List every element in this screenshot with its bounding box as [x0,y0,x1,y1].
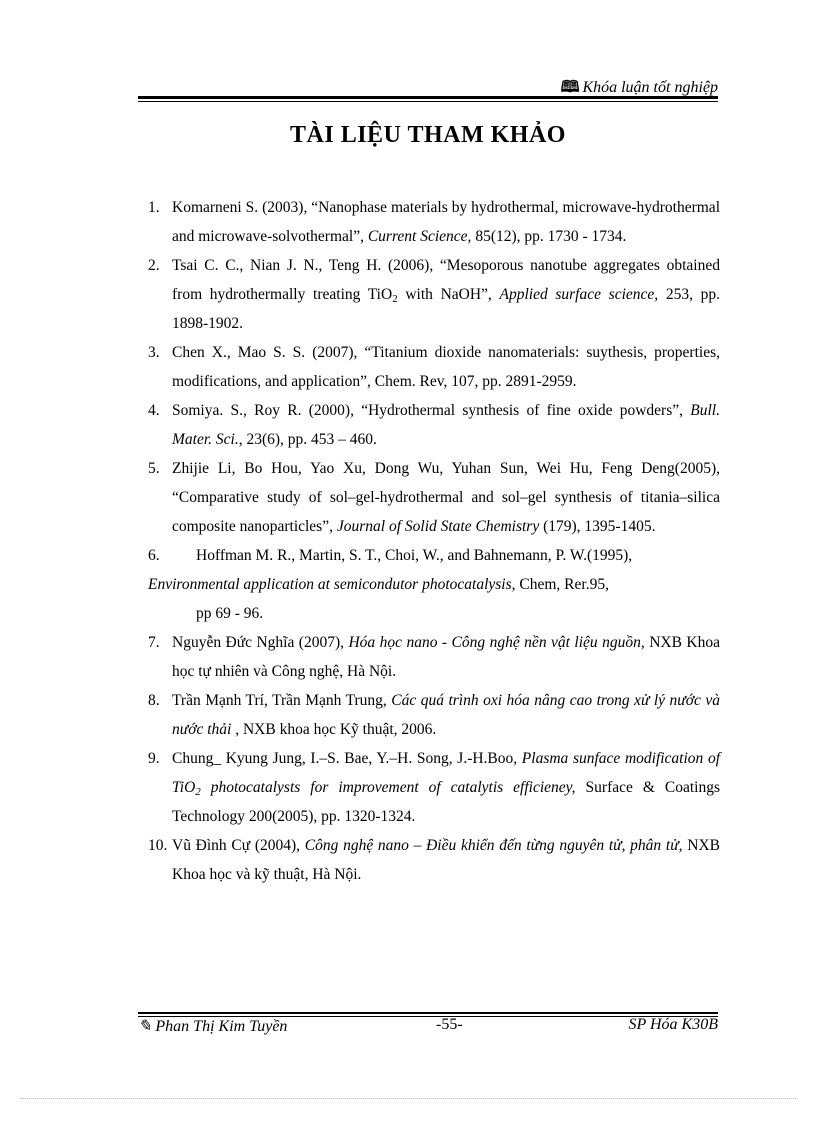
reference-item [148,251,720,338]
reference-text: Zhijie Li, Bo Hou, Yao Xu, Dong Wu, Yuhan Sun, Wei Hu, Feng Deng(2005), “Comparative study of sol–gel-hydrothermal and sol–gel synthesis of titania–silica composite nanoparticles”, Journal of Solid State Chemistry (179), 1395-1405. [172,460,720,535]
reference-number: 6. [148,547,160,564]
reference-text: Trần Mạnh Trí, Trần Mạnh Trung, Các quá trình oxi hóa nâng cao trong xử lý nước và nước thải , NXB khoa học Kỹ thuật, 2006. [172,692,721,738]
reference-item [148,338,720,396]
reference-text: pp 69 - 96. [196,605,264,622]
page-title: TÀI LIỆU THAM KHẢO [290,122,566,148]
header-title: Khóa luận tốt nghiệp [582,79,718,96]
page-number: -55- [436,1016,463,1033]
reference-number: 10. [148,837,168,854]
header-rule [138,96,718,99]
reference-item [148,744,720,831]
page-edge [20,1098,796,1099]
reference-number: 2. [148,257,160,274]
reference-text: Chen X., Mao S. S. (2007), “Titanium dioxide nanomaterials: suythesis, properties, modifications, and application”, Chem. Rev, 107, pp. 2891-2959. [172,344,720,390]
reference-item [148,831,720,889]
reference-number: 5. [148,460,160,477]
reference-text: Komarneni S. (2003), “Nanophase materials by hydrothermal, microwave-hydrothermal and microwave-solvothermal”, Current Science, 85(12), pp. 1730 - 1734. [172,199,720,245]
reference-number: 9. [148,750,160,767]
reference-text: Somiya. S., Roy R. (2000), “Hydrothermal synthesis of fine oxide powders”, Bull. Mater. Sci., 23(6), pp. 453 – 460. [172,402,720,448]
reference-number: 3. [148,344,160,361]
reference-number: 1. [148,199,160,216]
reference-number: 7. [148,634,160,651]
reference-text: Environmental application at semicondutor photocatalysis, Chem, Rer.95, [148,576,609,593]
reference-number: 4. [148,402,160,419]
reference-item [148,454,720,541]
reference-item [148,686,720,744]
reference-number: 8. [148,692,160,709]
reference-text: Vũ Đình Cự (2004), Công nghệ nano – Điều khiển đến từng nguyên tử, phân tử, NXB Khoa học và kỹ thuật, Hà Nội. [172,837,720,883]
book-icon: 🕮 [560,79,580,96]
reference-item [148,396,720,454]
footer-author: ✎ Phan Thị Kim Tuyền [138,1018,288,1035]
reference-item [148,541,720,628]
reference-text: Chung_ Kyung Jung, I.–S. Bae, Y.–H. Song, J.-H.Boo, Plasma sunface modification of TiO$_2$ photocatalysts for improvement of catalytis efficieney, Surface & Coatings Technology 200(2005), pp. 1320-1324. [172,750,720,825]
pen-icon: ✎ [138,1018,152,1035]
reference-text: Nguyễn Đức Nghĩa (2007), Hóa học nano - Công nghệ nền vật liệu nguồn, NXB Khoa học tự nhiên và Công nghệ, Hà Nội. [172,634,720,680]
reference-list [148,193,720,889]
reference-text: Hoffman M. R., Martin, S. T., Choi, W., and Bahnemann, P. W.(1995), [196,547,633,564]
header-rule-thin [138,101,718,102]
reference-item [148,628,720,686]
reference-text: Tsai C. C., Nian J. N., Teng H. (2006), “Mesoporous nanotube aggregates obtained from hydrothermally treating TiO$_2$ with NaOH”, Applied surface science, 253, pp. 1898-1902. [172,257,720,332]
reference-item [148,193,720,251]
footer-class: SP Hóa K30B [628,1016,718,1033]
